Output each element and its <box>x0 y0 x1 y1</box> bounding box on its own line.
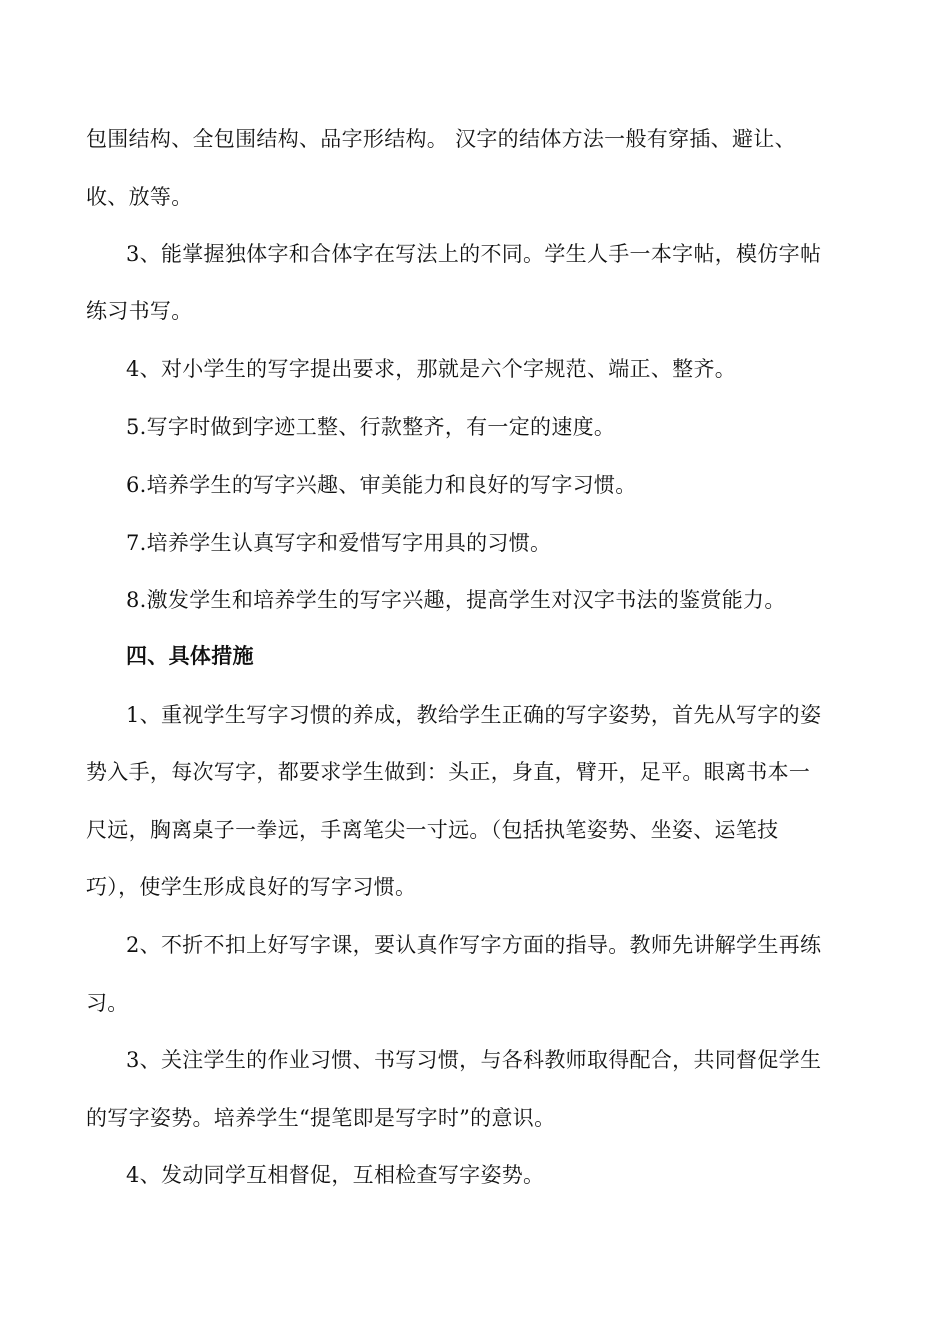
paragraph-line: 7.培养学生认真写字和爱惜写字用具的习惯。 <box>126 531 552 555</box>
paragraph-line: 收、放等。 <box>86 185 193 209</box>
paragraph-line: 6.培养学生的写字兴趣、审美能力和良好的写字习惯。 <box>126 473 637 497</box>
paragraph-line: 包围结构、全包围结构、品字形结构。 汉字的结体方法一般有穿插、避让、 <box>86 127 796 151</box>
paragraph-line: 尺远，胸离桌子一拳远，手离笔尖一寸远。（包括执笔姿势、坐姿、运笔技 <box>86 818 779 842</box>
paragraph-line: 势入手，每次写字，都要求学生做到：头正，身直，臂开，足平。眼离书本一 <box>86 760 811 784</box>
paragraph-line: 4、发动同学互相督促，互相检查写字姿势。 <box>126 1163 545 1187</box>
paragraph-line: 8.激发学生和培养学生的写字兴趣，提高学生对汉字书法的鉴赏能力。 <box>126 588 786 612</box>
paragraph-line: 的写字姿势。培养学生“提笔即是写字时”的意识。 <box>86 1106 556 1130</box>
paragraph-line: 4、对小学生的写字提出要求，那就是六个字规范、端正、整齐。 <box>126 357 737 381</box>
section-heading: 四、具体措施 <box>126 644 254 668</box>
paragraph-line: 3、能掌握独体字和合体字在写法上的不同。学生人手一本字帖，模仿字帖 <box>126 242 822 266</box>
paragraph-line: 5.写字时做到字迹工整、行款整齐，有一定的速度。 <box>126 415 616 439</box>
paragraph-line: 练习书写。 <box>86 299 193 323</box>
paragraph-line: 巧），使学生形成良好的写字习惯。 <box>86 875 417 899</box>
paragraph-line: 1、重视学生写字习惯的养成，教给学生正确的写字姿势，首先从写字的姿 <box>126 703 822 727</box>
paragraph-line: 3、关注学生的作业习惯、书写习惯，与各科教师取得配合，共同督促学生 <box>126 1048 822 1072</box>
paragraph-line: 习。 <box>86 991 129 1015</box>
paragraph-line: 2、不折不扣上好写字课，要认真作写字方面的指导。教师先讲解学生再练 <box>126 933 822 957</box>
